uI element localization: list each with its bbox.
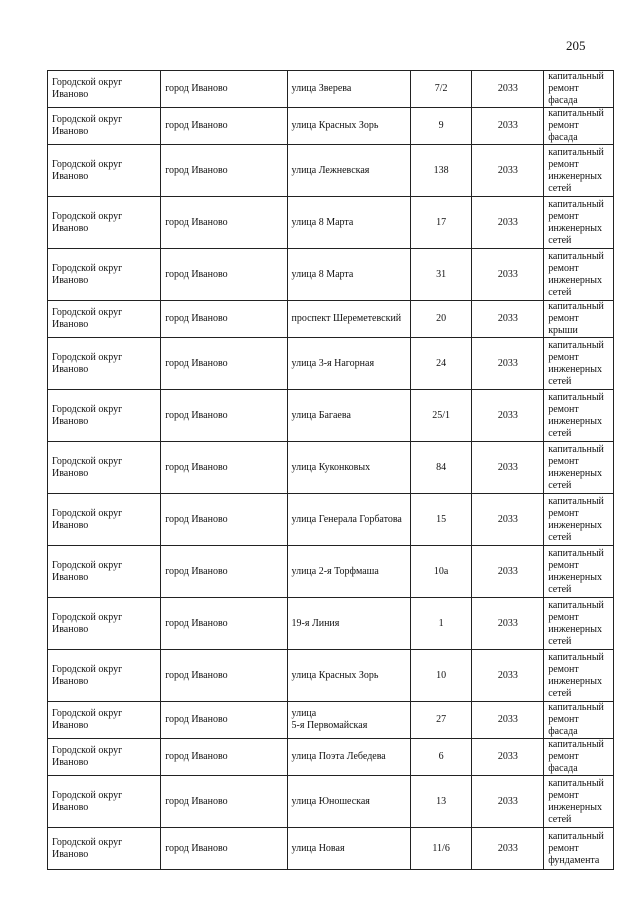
- work-type-cell: капитальный ремонт фасада: [544, 702, 614, 739]
- year-cell: 2033: [472, 442, 544, 494]
- city-cell: город Иваново: [161, 494, 287, 546]
- city-cell: город Иваново: [161, 71, 287, 108]
- district-cell: Городской округ Иваново: [48, 776, 161, 828]
- year-cell: 2033: [472, 598, 544, 650]
- district-cell: Городской округ Иваново: [48, 390, 161, 442]
- city-cell: город Иваново: [161, 702, 287, 739]
- district-cell: Городской округ Иваново: [48, 442, 161, 494]
- city-cell: город Иваново: [161, 301, 287, 338]
- work-type-cell: капитальный ремонт инженерных сетей: [544, 338, 614, 390]
- table-row: [48, 108, 614, 145]
- city-cell: город Иваново: [161, 249, 287, 301]
- district-cell: Городской округ Иваново: [48, 739, 161, 776]
- table-row: [48, 338, 614, 390]
- table-row: [48, 390, 614, 442]
- year-cell: 2033: [472, 702, 544, 739]
- house-number-cell: 84: [410, 442, 472, 494]
- year-cell: 2033: [472, 828, 544, 870]
- table-row: [48, 598, 614, 650]
- work-type-cell: капитальный ремонт инженерных сетей: [544, 197, 614, 249]
- work-type-cell: капитальный ремонт инженерных сетей: [544, 598, 614, 650]
- year-cell: 2033: [472, 494, 544, 546]
- city-cell: город Иваново: [161, 776, 287, 828]
- year-cell: 2033: [472, 739, 544, 776]
- street-cell: улица 8 Марта: [287, 249, 410, 301]
- district-cell: Городской округ Иваново: [48, 494, 161, 546]
- street-cell: проспект Шереметевский: [287, 301, 410, 338]
- city-cell: город Иваново: [161, 546, 287, 598]
- work-type-cell: капитальный ремонт инженерных сетей: [544, 650, 614, 702]
- city-cell: город Иваново: [161, 108, 287, 145]
- year-cell: 2033: [472, 338, 544, 390]
- work-type-cell: капитальный ремонт фундамента: [544, 828, 614, 870]
- street-cell: улица 8 Марта: [287, 197, 410, 249]
- table-row: [48, 71, 614, 108]
- city-cell: город Иваново: [161, 650, 287, 702]
- street-cell: улица Лежневская: [287, 145, 410, 197]
- house-number-cell: 6: [410, 739, 472, 776]
- work-type-cell: капитальный ремонт инженерных сетей: [544, 494, 614, 546]
- work-type-cell: капитальный ремонт фасада: [544, 108, 614, 145]
- city-cell: город Иваново: [161, 442, 287, 494]
- city-cell: город Иваново: [161, 197, 287, 249]
- district-cell: Городской округ Иваново: [48, 702, 161, 739]
- street-cell: 19-я Линия: [287, 598, 410, 650]
- table-body: [48, 71, 614, 870]
- city-cell: город Иваново: [161, 338, 287, 390]
- table-row: [48, 650, 614, 702]
- year-cell: 2033: [472, 145, 544, 197]
- district-cell: Городской округ Иваново: [48, 249, 161, 301]
- street-cell: улица 5-я Первомайская: [287, 702, 410, 739]
- street-cell: улица Юношеская: [287, 776, 410, 828]
- street-cell: улица Красных Зорь: [287, 650, 410, 702]
- city-cell: город Иваново: [161, 598, 287, 650]
- house-number-cell: 24: [410, 338, 472, 390]
- work-type-cell: капитальный ремонт инженерных сетей: [544, 442, 614, 494]
- house-number-cell: 17: [410, 197, 472, 249]
- year-cell: 2033: [472, 546, 544, 598]
- table-row: [48, 739, 614, 776]
- district-cell: Городской округ Иваново: [48, 338, 161, 390]
- district-cell: Городской округ Иваново: [48, 650, 161, 702]
- page-number: 205: [566, 38, 586, 53]
- repair-schedule-table: [47, 70, 614, 870]
- city-cell: город Иваново: [161, 739, 287, 776]
- street-cell: улица Зверева: [287, 71, 410, 108]
- work-type-cell: капитальный ремонт инженерных сетей: [544, 776, 614, 828]
- house-number-cell: 15: [410, 494, 472, 546]
- street-cell: улица Куконковых: [287, 442, 410, 494]
- work-type-cell: капитальный ремонт фасада: [544, 71, 614, 108]
- work-type-cell: капитальный ремонт инженерных сетей: [544, 145, 614, 197]
- year-cell: 2033: [472, 197, 544, 249]
- house-number-cell: 25/1: [410, 390, 472, 442]
- year-cell: 2033: [472, 249, 544, 301]
- street-cell: улица Поэта Лебедева: [287, 739, 410, 776]
- table-row: [48, 249, 614, 301]
- city-cell: город Иваново: [161, 828, 287, 870]
- house-number-cell: 9: [410, 108, 472, 145]
- house-number-cell: 13: [410, 776, 472, 828]
- city-cell: город Иваново: [161, 145, 287, 197]
- street-cell: улица Багаева: [287, 390, 410, 442]
- district-cell: Городской округ Иваново: [48, 108, 161, 145]
- district-cell: Городской округ Иваново: [48, 598, 161, 650]
- district-cell: Городской округ Иваново: [48, 546, 161, 598]
- house-number-cell: 27: [410, 702, 472, 739]
- year-cell: 2033: [472, 301, 544, 338]
- house-number-cell: 31: [410, 249, 472, 301]
- table-row: [48, 828, 614, 870]
- street-cell: улица Красных Зорь: [287, 108, 410, 145]
- table-row: [48, 494, 614, 546]
- work-type-cell: капитальный ремонт инженерных сетей: [544, 249, 614, 301]
- table-row: [48, 301, 614, 338]
- table-row: [48, 702, 614, 739]
- house-number-cell: 138: [410, 145, 472, 197]
- street-cell: улица 2-я Торфмаша: [287, 546, 410, 598]
- year-cell: 2033: [472, 108, 544, 145]
- house-number-cell: 7/2: [410, 71, 472, 108]
- year-cell: 2033: [472, 71, 544, 108]
- street-cell: улица Генерала Горбатова: [287, 494, 410, 546]
- district-cell: Городской округ Иваново: [48, 828, 161, 870]
- work-type-cell: капитальный ремонт инженерных сетей: [544, 546, 614, 598]
- house-number-cell: 1: [410, 598, 472, 650]
- house-number-cell: 10: [410, 650, 472, 702]
- district-cell: Городской округ Иваново: [48, 71, 161, 108]
- year-cell: 2033: [472, 650, 544, 702]
- street-cell: улица 3-я Нагорная: [287, 338, 410, 390]
- work-type-cell: капитальный ремонт инженерных сетей: [544, 390, 614, 442]
- table-row: [48, 776, 614, 828]
- work-type-cell: капитальный ремонт фасада: [544, 739, 614, 776]
- city-cell: город Иваново: [161, 390, 287, 442]
- house-number-cell: 20: [410, 301, 472, 338]
- work-type-cell: капитальный ремонт крыши: [544, 301, 614, 338]
- table-row: [48, 442, 614, 494]
- year-cell: 2033: [472, 390, 544, 442]
- house-number-cell: 11/6: [410, 828, 472, 870]
- table-row: [48, 145, 614, 197]
- table-row: [48, 197, 614, 249]
- year-cell: 2033: [472, 776, 544, 828]
- district-cell: Городской округ Иваново: [48, 301, 161, 338]
- street-cell: улица Новая: [287, 828, 410, 870]
- table-row: [48, 546, 614, 598]
- house-number-cell: 10а: [410, 546, 472, 598]
- district-cell: Городской округ Иваново: [48, 197, 161, 249]
- district-cell: Городской округ Иваново: [48, 145, 161, 197]
